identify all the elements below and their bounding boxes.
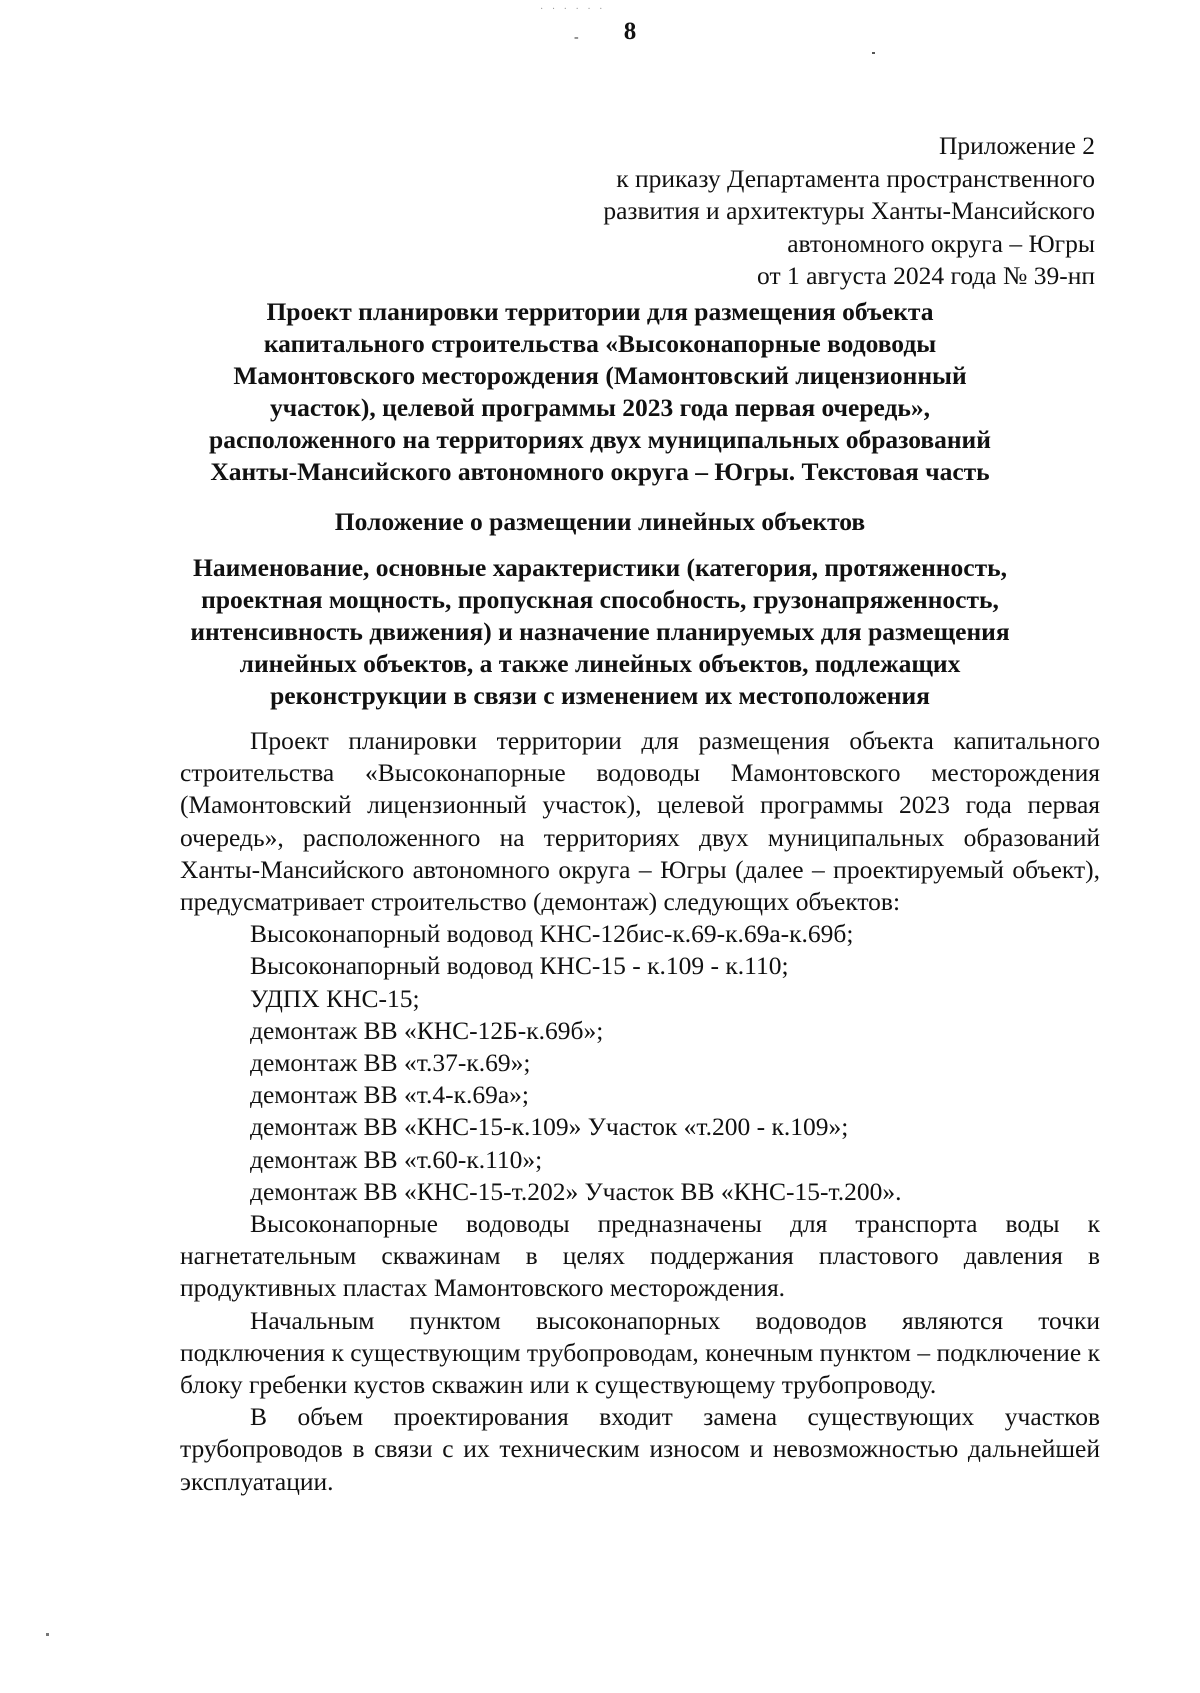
- scan-artifact: [872, 52, 875, 54]
- scope-paragraph: В объем проектирования входит замена существующих участков трубопроводов в связи с их техническим износом и невозможностью дальнейшей эксплуатации.: [180, 1402, 1100, 1496]
- list-item: УДПХ КНС-15;: [250, 983, 420, 1013]
- list-item: Высоконапорный водовод КНС-12бис-к.69-к.69а-к.69б;: [250, 919, 854, 949]
- title-line: Мамонтовского месторождения (Мамонтовский лицензионный: [233, 361, 967, 390]
- subsection-line: интенсивность движения) и назначение планируемых для размещения: [190, 617, 1010, 646]
- appendix-line: развития и архитектуры Ханты-Мансийского: [603, 196, 1095, 225]
- appendix-line: Приложение 2: [939, 131, 1095, 160]
- document-title: [150, 296, 1050, 488]
- list-item: Высоконапорный водовод КНС-15 - к.109 - к.110;: [250, 951, 789, 981]
- page-number: 8: [623, 18, 637, 45]
- title-line: Проект планировки территории для размещения объекта: [266, 297, 934, 326]
- subsection-line: проектная мощность, пропускная способность, грузонапряженность,: [201, 585, 999, 614]
- list-item: демонтаж ВВ «т.37-к.69»;: [250, 1048, 531, 1078]
- title-line: участок), целевой программы 2023 года первая очередь»,: [270, 393, 930, 422]
- scan-artifact: -: [574, 30, 579, 45]
- purpose-paragraph: Высоконапорные водоводы предназначены для транспорта воды к нагнетательным скважинам в целях поддержания пластового давления в продуктивных пластах Мамонтовского месторождения.: [180, 1209, 1100, 1303]
- appendix-header: [603, 130, 1095, 293]
- list-item: демонтаж ВВ «т.4-к.69а»;: [250, 1080, 529, 1110]
- subsection-line: реконструкции в связи с изменением их местоположения: [270, 681, 930, 710]
- subsection-line: Наименование, основные характеристики (категория, протяженность,: [193, 553, 1007, 582]
- body-text: [180, 725, 1100, 1498]
- title-line: расположенного на территориях двух муниципальных образований: [209, 425, 991, 454]
- subsection-title: [150, 552, 1050, 712]
- scan-artifact: · · · · · ·: [540, 4, 606, 15]
- list-item: демонтаж ВВ «КНС-15-т.202» Участок ВВ «КНС-15-т.200».: [250, 1176, 902, 1206]
- objects-list: [180, 918, 1100, 1208]
- appendix-line: к приказу Департамента пространственного: [616, 163, 1095, 193]
- list-item: демонтаж ВВ «КНС-15-к.109» Участок «т.200 - к.109»;: [250, 1112, 849, 1142]
- intro-paragraph: Проект планировки территории для размещения объекта капитального строительства «Высоконапорные водоводы Мамонтовского месторождения (Мамонтовский лицензионный участок), целевой программы 2023 года первая очередь», расположенного на территориях двух муниципальных образований Ханты-Мансийского автономного округа – Югры (далее – проектируемый объект), предусматривает строительство (демонтаж) следующих объектов:: [180, 726, 1100, 917]
- section-title: Положение о размещении линейных объектов: [334, 507, 866, 536]
- points-paragraph: Начальным пунктом высоконапорных водоводов являются точки подключения к существующим трубопроводам, конечным пунктом – подключение к блоку гребенки кустов скважин или к существующему трубопроводу.: [180, 1305, 1100, 1400]
- subsection-line: линейных объектов, а также линейных объектов, подлежащих: [239, 649, 961, 678]
- appendix-line: от 1 августа 2024 года № 39-нп: [757, 261, 1095, 290]
- list-item: демонтаж ВВ «КНС-12Б-к.69б»;: [250, 1015, 604, 1045]
- appendix-line: автономного округа – Югры: [787, 228, 1095, 258]
- title-line: капитального строительства «Высоконапорные водоводы: [263, 329, 937, 358]
- scan-artifact: [46, 1633, 49, 1636]
- list-item: демонтаж ВВ «т.60-к.110»;: [250, 1144, 543, 1174]
- title-line: Ханты-Мансийского автономного округа – Югры. Текстовая часть: [210, 457, 990, 486]
